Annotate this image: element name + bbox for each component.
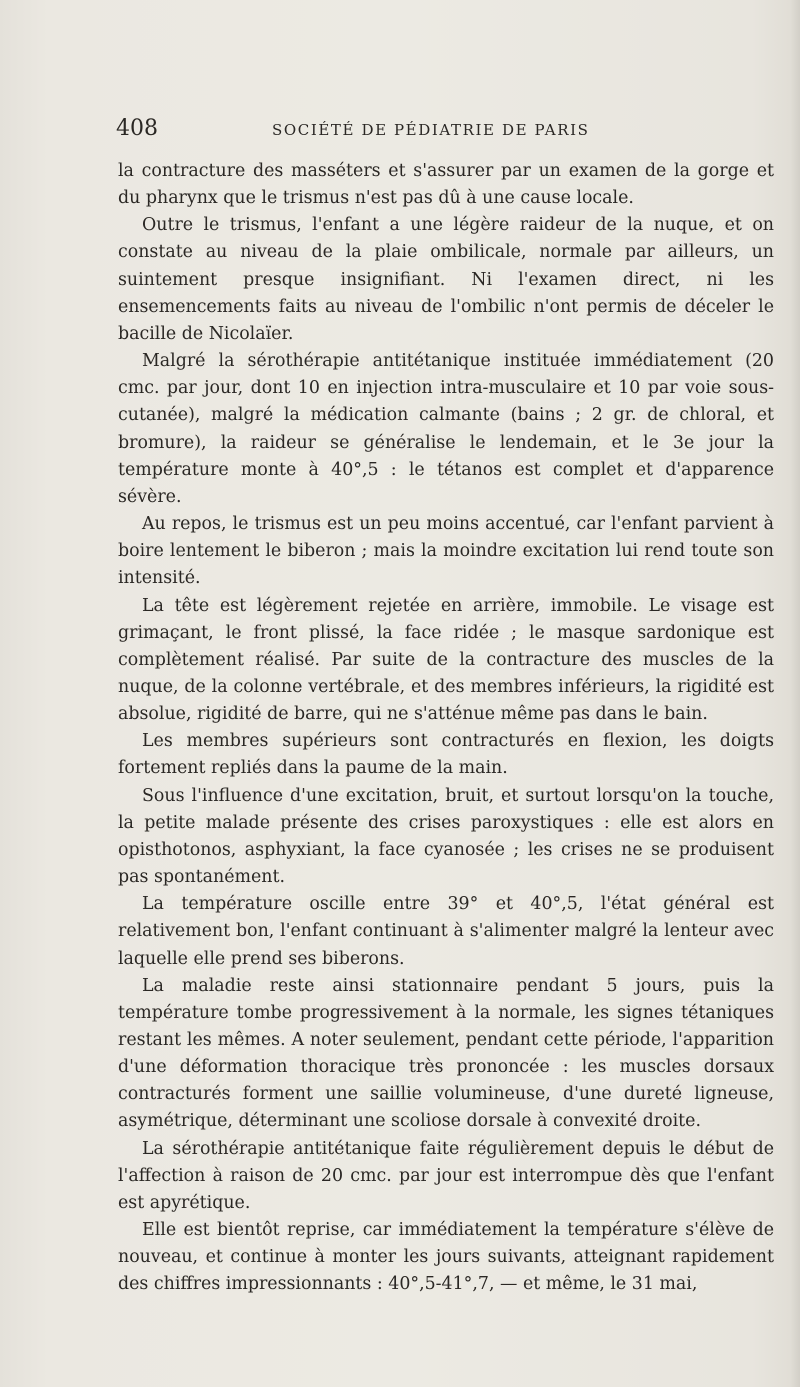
- body-text: [118, 158, 774, 1299]
- paragraph: Elle est bientôt reprise, car immédiatement la température s'élève de nouveau, et continue à monter les jours suivants, atteignant rapidement des chiffres impressionnants : 40°,5-41°,7, — et même, le 31 mai,: [118, 1220, 774, 1295]
- paragraph: la contracture des masséters et s'assurer par un examen de la gorge et du pharynx que le trismus n'est pas dû à une cause locale.: [118, 161, 774, 209]
- paragraph: La sérothérapie antitétanique faite régulièrement depuis le début de l'affection à raison de 20 cmc. par jour est interrompue dès que l'enfant est apyrétique.: [118, 1138, 774, 1213]
- paragraph: Au repos, le trismus est un peu moins accentué, car l'enfant parvient à boire lentement le biberon ; mais la moindre excitation lui rend toute son intensité.: [118, 514, 774, 589]
- paragraph: La maladie reste ainsi stationnaire pendant 5 jours, puis la température tombe progressivement à la normale, les signes tétaniques restant les mêmes. A noter seulement, pendant cette période, l'apparition d'une déformation thoracique très prononcée : les muscles dorsaux contracturés forment une saillie volumineuse, d'une dureté ligneuse, asymétrique, déterminant une scoliose dorsale à convexité droite.: [118, 975, 774, 1132]
- paragraph: Outre le trismus, l'enfant a une légère raideur de la nuque, et on constate au niveau de la plaie ombilicale, normale par ailleurs, un suintement presque insignifiant. Ni l'examen direct, ni les ensemencements faits au niveau de l'ombilic n'ont permis de déceler le bacille de Nicolaïer.: [118, 215, 774, 344]
- paragraph: Les membres supérieurs sont contracturés en flexion, les doigts fortement repliés dans la paume de la main.: [118, 731, 774, 779]
- paragraph: La tête est légèrement rejetée en arrière, immobile. Le visage est grimaçant, le front plissé, la face ridée ; le masque sardonique est complètement réalisé. Par suite de la contracture des muscles de la nuque, de la colonne vertébrale, et des membres inférieurs, la rigidité est absolue, rigidité de barre, qui ne s'atténue même pas dans le bain.: [118, 595, 774, 725]
- page-number: 408: [116, 116, 158, 141]
- page-header: [116, 116, 776, 146]
- page-edge-shadow: [790, 0, 800, 1387]
- paragraph: Sous l'influence d'une excitation, bruit, et surtout lorsqu'on la touche, la petite malade présente des crises paroxystiques : elle est alors en opisthotonos, asphyxiant, la face cyanosée ; les crises ne se produisent pas spontanément.: [118, 785, 774, 888]
- paragraph: Malgré la sérothérapie antitétanique instituée immédiatement (20 cmc. par jour, dont 10 en injection intra-musculaire et 10 par voie sous-cutanée), malgré la médication calmante (bains ; 2 gr. de chloral, et bromure), la raideur se généralise le lendemain, et le 3e jour la température monte à 40°,5 : le tétanos est complet et d'apparence sévère.: [118, 351, 774, 507]
- paragraph: La température oscille entre 39° et 40°,5, l'état général est relativement bon, l'enfant continuant à s'alimenter malgré la lenteur avec laquelle elle prend ses biberons.: [118, 894, 774, 969]
- running-head: SOCIÉTÉ DE PÉDIATRIE DE PARIS: [272, 121, 590, 139]
